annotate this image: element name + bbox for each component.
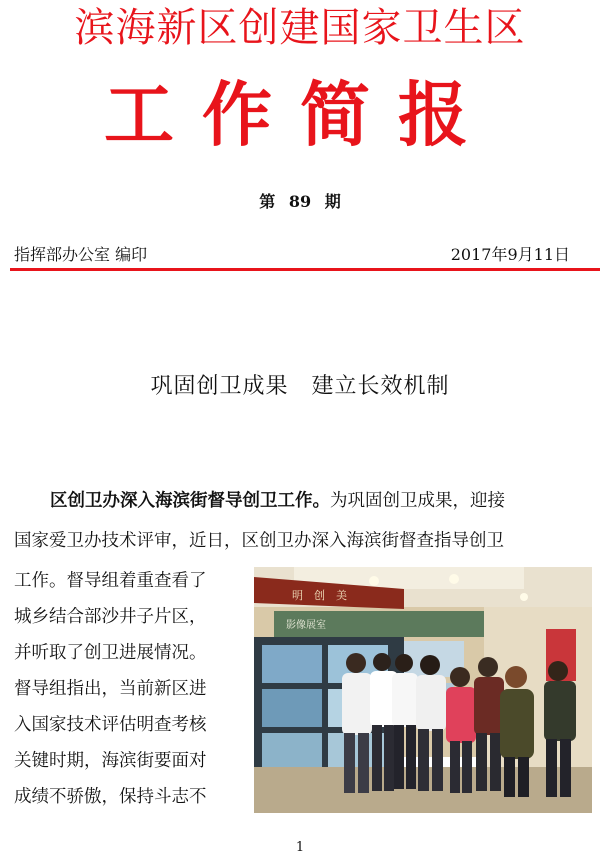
panel-text: 影像展室 [286, 620, 326, 631]
article-title: 巩固创卫成果 建立长效机制 [150, 374, 450, 399]
page-number: 1 [295, 840, 305, 855]
article-line: 入国家技术评估明查考核 [14, 715, 207, 735]
editor-label: 指挥部办公室 编印 [14, 245, 148, 264]
article-side-text [14, 563, 254, 815]
bulletin-title: 工作简报 [104, 74, 496, 156]
issue-date: 2017年9月11日 [450, 245, 570, 264]
article-line: 关键时期，海滨街要面对 [14, 751, 207, 771]
issue-value: 89 [288, 192, 312, 211]
article-line: 并听取了创卫进展情况。 [14, 643, 207, 663]
lead-rest: 为巩固创卫成果，迎接 [330, 491, 505, 511]
inspection-photo [254, 567, 592, 813]
article-line: 城乡结合部沙井子片区， [14, 607, 207, 627]
issue-suffix: 期 [324, 192, 341, 211]
banner-text: 明 创 美 [292, 589, 347, 602]
issue-number [0, 191, 600, 213]
article-line: 督导组指出，当前新区进 [14, 679, 207, 699]
article-line: 成绩不骄傲，保持斗志不 [14, 787, 207, 807]
org-title: 滨海新区创建国家卫生区 [74, 5, 526, 51]
article-lead [14, 483, 590, 519]
issue-prefix: 第 [259, 192, 276, 211]
lead-bold: 区创卫办深入海滨街督导创卫工作。 [50, 491, 330, 511]
article-line: 工作。督导组着重查看了 [14, 571, 207, 591]
header-divider [10, 268, 600, 271]
article-line: 国家爱卫办技术评审，近日，区创卫办深入海滨街督查指导创卫 [14, 531, 504, 551]
